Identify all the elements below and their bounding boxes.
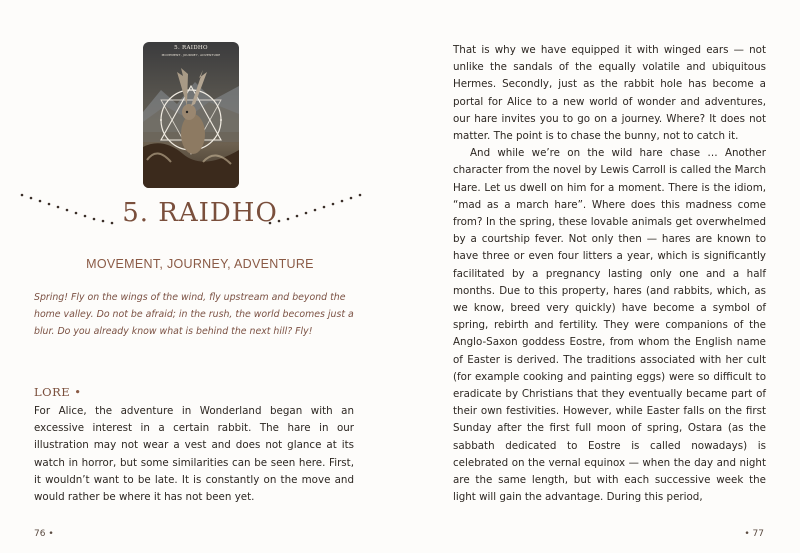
page-number-right: • 77 bbox=[744, 529, 764, 539]
tarot-card-illustration bbox=[143, 42, 239, 188]
section-label-text: LORE bbox=[34, 385, 71, 399]
hare-artwork bbox=[143, 42, 239, 188]
section-label bbox=[34, 385, 82, 399]
card-title: 5. RAIDHO bbox=[174, 45, 208, 51]
lore-body-text: For Alice, the adventure in Wonderland began with an excessive interest in a certain rabbit. The hare in our illustration may not wear a vest and does not glance at its watch in horror, but some similarities can be seen here. First, it wouldn’t want to be late. It is constantly on the move and would rather be where it has not been yet. bbox=[34, 405, 354, 504]
intro-verse: Spring! Fly on the wings of the wind, fly upstream and beyond the home valley. Do not be afraid; in the rush, the world becomes just a blur. Do you already know what is behind the next hill? Fly! bbox=[34, 292, 354, 337]
keywords-subtitle: MOVEMENT, JOURNEY, ADVENTURE bbox=[86, 257, 314, 271]
card-subtitle: MOVEMENT, JOURNEY, ADVENTURE bbox=[161, 53, 221, 57]
paragraph-2: And while we’re on the wild hare chase … Another character from the novel by Lewis Carroll is called the March Hare. Let us dwell on him for a moment. There is the idiom, “mad as a march hare”. Where does this madness come from? In the spring, these lovable animals get overwhelmed by a courtship fever. Not only then — hares are known to have three or even four litters a year, which is significantly facilitated by a pregnancy lasting only one and a half months. Due to this property, hares (and rabbits, which, as we know, breed very quickly) have become a symbol of spring, rebirth and fertility. They were companions of the Anglo-Saxon goddess Eostre, from whom the English name of Easter is derived. The traditions associated with her cult (for example cooking and painting eggs) were so difficult to eradicate by Christians that they eventually became part of their own festivities. However, while Easter falls on the first Sunday after the first full moon of spring, Ostara (as the sabbath dedicated to Eostre is called nowadays) is celebrated on the vernal equinox — when the day and night are the same length, but with each successive week the light will gain the advantage. During this period, bbox=[453, 147, 766, 504]
page-number-left: 76 • bbox=[34, 529, 54, 539]
section-bullet: • bbox=[74, 385, 82, 399]
right-body bbox=[453, 42, 766, 506]
page-title: 5. RAIDHO bbox=[122, 198, 278, 228]
paragraph-1: That is why we have equipped it with winged ears — not unlike the sandals of the equally volatile and ubiquitous Hermes. Secondly, just as the rabbit hole has become a portal for Alice to a new world of wonder and adventures, our hare invites you to go on a journey. Where? It does not matter. The point is to chase the bunny, not to catch it. bbox=[453, 44, 766, 143]
right-page bbox=[400, 0, 800, 553]
